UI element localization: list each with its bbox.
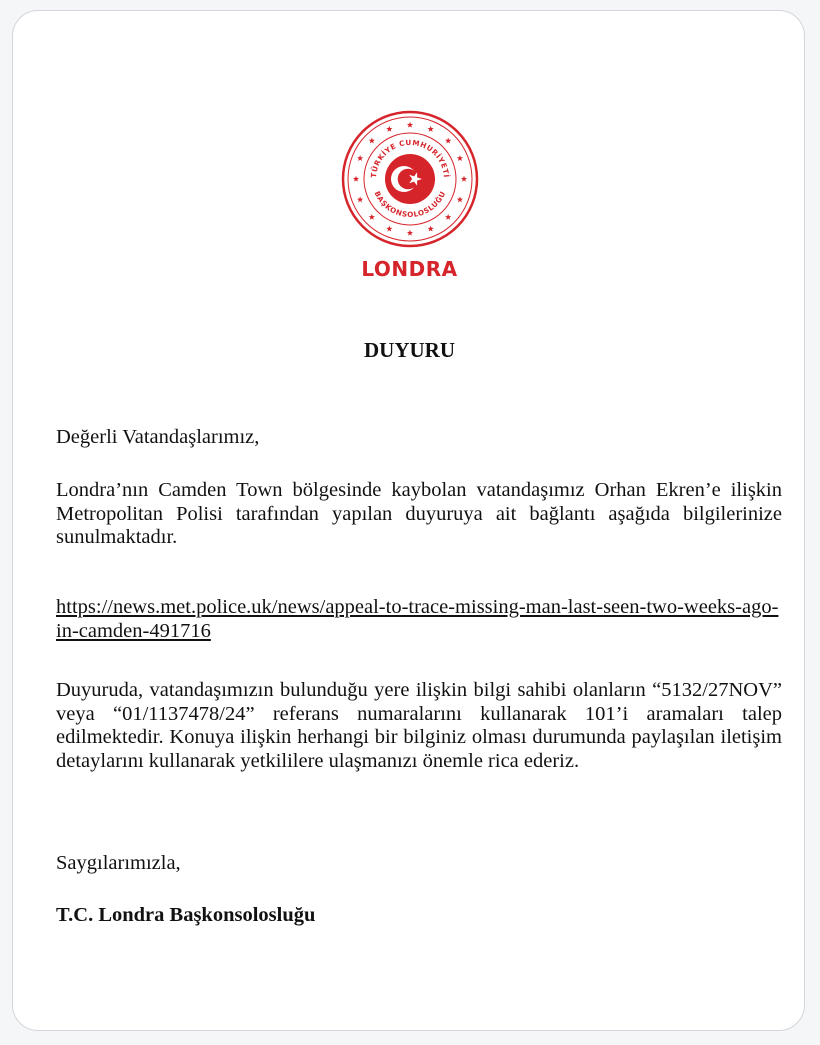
seal-star-icon bbox=[427, 226, 433, 232]
consulate-logo bbox=[13, 109, 806, 281]
seal-star-icon bbox=[456, 196, 462, 202]
seal-star-icon bbox=[368, 214, 374, 220]
seal-star-icon bbox=[445, 138, 451, 144]
seal-star-icon bbox=[386, 126, 392, 132]
seal-top-text: TÜRKİYE CUMHURİYETİ bbox=[368, 137, 451, 179]
signature: T.C. Londra Başkonsolosluğu bbox=[56, 904, 316, 926]
seal-star-icon bbox=[460, 176, 466, 182]
consulate-seal-icon bbox=[340, 109, 480, 249]
seal-star-icon bbox=[445, 214, 451, 220]
seal-star-icon bbox=[352, 176, 358, 182]
seal-star-icon bbox=[406, 230, 412, 236]
closing: Saygılarımızla, bbox=[56, 852, 181, 874]
seal-star-icon bbox=[356, 196, 362, 202]
seal-star-icon bbox=[456, 155, 462, 161]
police-appeal-link[interactable]: https://news.met.police.uk/news/appeal-to-trace-missing-man-last-seen-two-weeks-ago-in-camden-491716 bbox=[56, 596, 779, 642]
seal-star-icon bbox=[368, 138, 374, 144]
logo-city-text: LONDRA bbox=[361, 257, 458, 281]
announcement-title: DUYURU bbox=[364, 338, 455, 362]
paragraph-intro: Londra’nın Camden Town bölgesinde kaybolan vatandaşımız Orhan Ekren’e ilişkin Metropolitan Polisi tarafından yapılan duyuruya ait bağlantı aşağıda bilgilerinize sunulmaktadır. bbox=[56, 479, 782, 548]
announcement-card bbox=[12, 10, 805, 1031]
seal-star-icon bbox=[356, 155, 362, 161]
paragraph-details: Duyuruda, vatandaşımızın bulunduğu yere ilişkin bilgi sahibi olanların “5132/27NOV” veya “01/1137478/24” referans numaralarını kullanarak 101’i aramaları talep edilmektedir. Konuya ilişkin herhangi bir bilginiz olması durumunda paylaşılan iletişim detaylarını kullanarak yetkililere ulaşmanızı önemle rica ederiz. bbox=[56, 679, 782, 772]
seal-bottom-text: BAŞKONSOLOSLUĞU bbox=[372, 189, 447, 220]
seal-star-icon bbox=[386, 226, 392, 232]
seal-star-icon bbox=[427, 126, 433, 132]
seal-star-icon bbox=[406, 122, 412, 128]
greeting: Değerli Vatandaşlarımız, bbox=[56, 426, 260, 448]
